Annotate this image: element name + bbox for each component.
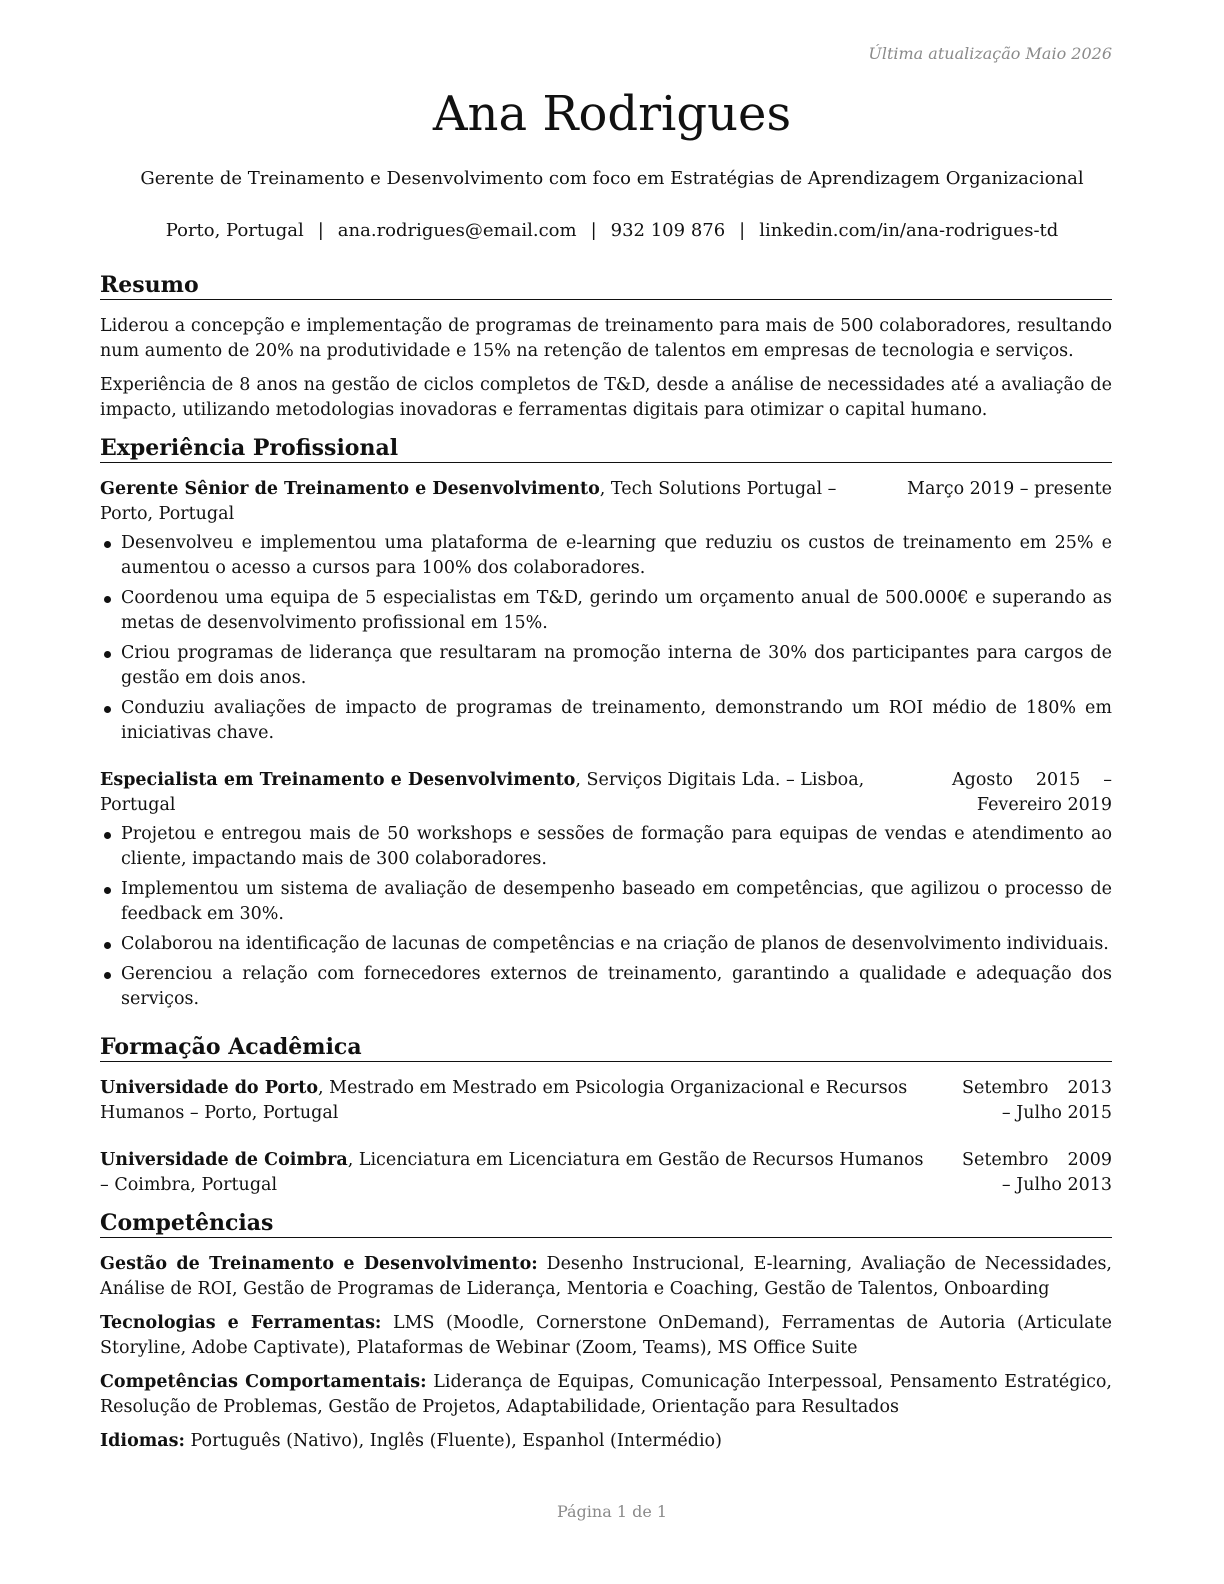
education-line [100, 1076, 962, 1126]
resume-content [100, 272, 1112, 1466]
summary-paragraph: Experiência de 8 anos na gestão de ciclos completos de T&D, desde a análise de necessidades até a avaliação de impacto, utilizando metodologias inovadoras e ferramentas digitais para otimizar o capital humano. [100, 375, 1112, 420]
skill-label: Tecnologias e Ferramentas: [100, 1313, 382, 1333]
education-school: Universidade de Coimbra [100, 1150, 348, 1170]
contact-separator: | [739, 220, 746, 241]
summary-paragraph: Liderou a concepção e implementação de programas de treinamento para mais de 500 colaboradores, resultando num aumento de 20% na produtividade e 15% na retenção de talentos em empresas de tecnologia e serviços. [100, 316, 1112, 361]
job-title-line [100, 768, 952, 818]
contact-email[interactable]: ana.rodrigues@email.com [337, 220, 577, 241]
education-line [100, 1148, 962, 1198]
job-bullet: Projetou e entregou mais de 50 workshops e sessões de formação para equipas de vendas e atendimento ao cliente, impactando mais de 300 colaboradores. [100, 822, 1112, 872]
candidate-name: Ana Rodrigues [432, 86, 792, 142]
skill-group [100, 1370, 1112, 1420]
contact-separator: | [317, 220, 324, 241]
section-title-education: Formação Acadêmica [100, 1034, 1112, 1062]
job-bullet: Coordenou uma equipa de 5 especialistas em T&D, gerindo um orçamento anual de 500.000€ e superando as metas de desenvolvimento profissional em 15%. [100, 586, 1112, 636]
experience-section [100, 435, 1112, 1012]
job-dates: Agosto 2015 – Fevereiro 2019 [952, 770, 1112, 815]
job-bullet: Criou programas de liderança que resultaram na promoção interna de 30% dos participantes para cargos de gestão em dois anos. [100, 641, 1112, 691]
job-role: Gerente Sênior de Treinamento e Desenvolvimento [100, 479, 600, 499]
contact-phone: 932 109 876 [610, 220, 726, 241]
skills-section [100, 1210, 1112, 1454]
education-dates: Setembro 2009 – Julho 2013 [962, 1150, 1112, 1195]
job-bullets [100, 822, 1112, 1012]
job-entry [100, 768, 1112, 1012]
job-entry [100, 477, 1112, 746]
education-section [100, 1034, 1112, 1198]
skill-label: Gestão de Treinamento e Desenvolvimento: [100, 1254, 538, 1274]
skill-value: Português (Nativo), Inglês (Fluente), Espanhol (Intermédio) [184, 1431, 722, 1451]
contact-location: Porto, Portugal [165, 220, 304, 241]
skill-value: Liderança de Equipas, Comunicação Interpessoal, Pensamento Estratégico, Resolução de Problemas, Gestão de Projetos, Adaptabilidade, Orientação para Resultados [100, 1372, 1112, 1417]
contact-separator: | [590, 220, 597, 241]
job-bullet: Colaborou na identificação de lacunas de competências e na criação de planos de desenvolvimento individuais. [100, 932, 1112, 957]
section-title-summary: Resumo [100, 272, 1112, 300]
education-detail: , Mestrado em Mestrado em Psicologia Organizacional e Recursos Humanos – Porto, Portugal [100, 1078, 908, 1123]
job-dates: Março 2019 – presente [907, 479, 1112, 499]
last-updated: Última atualização Maio 2026 [868, 44, 1112, 63]
job-bullet: Conduziu avaliações de impacto de programas de treinamento, demonstrando um ROI médio de 180% em iniciativas chave. [100, 696, 1112, 746]
education-detail: , Licenciatura em Licenciatura em Gestão de Recursos Humanos – Coimbra, Portugal [100, 1150, 924, 1195]
skill-group [100, 1429, 1112, 1454]
section-title-experience: Experiência Profissional [100, 435, 1112, 463]
headline: Gerente de Treinamento e Desenvolvimento com foco em Estratégias de Aprendizagem Organizacional [140, 168, 1084, 189]
skill-label: Competências Comportamentais: [100, 1372, 427, 1392]
job-company: , Serviços Digitais Lda. – Lisboa, Portugal [100, 770, 865, 815]
education-entry [100, 1148, 1112, 1198]
contact-linkedin[interactable]: linkedin.com/in/ana-rodrigues-td [759, 220, 1059, 241]
job-bullet: Implementou um sistema de avaliação de desempenho baseado em competências, que agilizou o processo de feedback em 30%. [100, 877, 1112, 927]
skill-group [100, 1311, 1112, 1361]
section-title-skills: Competências [100, 1210, 1112, 1238]
skill-value: Desenho Instrucional, E-learning, Avaliação de Necessidades, Análise de ROI, Gestão de Programas de Liderança, Mentoria e Coaching, Gestão de Talentos, Onboarding [100, 1254, 1112, 1299]
education-dates: Setembro 2013 – Julho 2015 [962, 1078, 1112, 1123]
contact-line [0, 220, 1224, 241]
education-entry [100, 1076, 1112, 1126]
skill-value: LMS (Moodle, Cornerstone OnDemand), Ferramentas de Autoria (Articulate Storyline, Adobe Captivate), Plataformas de Webinar (Zoom, Teams), MS Office Suite [100, 1313, 1112, 1358]
skill-group [100, 1252, 1112, 1302]
skill-label: Idiomas: [100, 1431, 185, 1451]
job-header [100, 477, 1112, 527]
job-header [100, 768, 1112, 818]
job-bullet: Gerenciou a relação com fornecedores externos de treinamento, garantindo a qualidade e adequação dos serviços. [100, 962, 1112, 1012]
job-role: Especialista em Treinamento e Desenvolvimento [100, 770, 576, 790]
page-number: Página 1 de 1 [556, 1502, 668, 1521]
job-company: , Tech Solutions Portugal – Porto, Portugal [100, 479, 837, 524]
job-title-line [100, 477, 907, 527]
job-bullets [100, 531, 1112, 746]
job-bullet: Desenvolveu e implementou uma plataforma de e-learning que reduziu os custos de treinamento em 25% e aumentou o acesso a cursos para 100% dos colaboradores. [100, 531, 1112, 581]
summary-section [100, 272, 1112, 423]
education-school: Universidade do Porto [100, 1078, 319, 1098]
